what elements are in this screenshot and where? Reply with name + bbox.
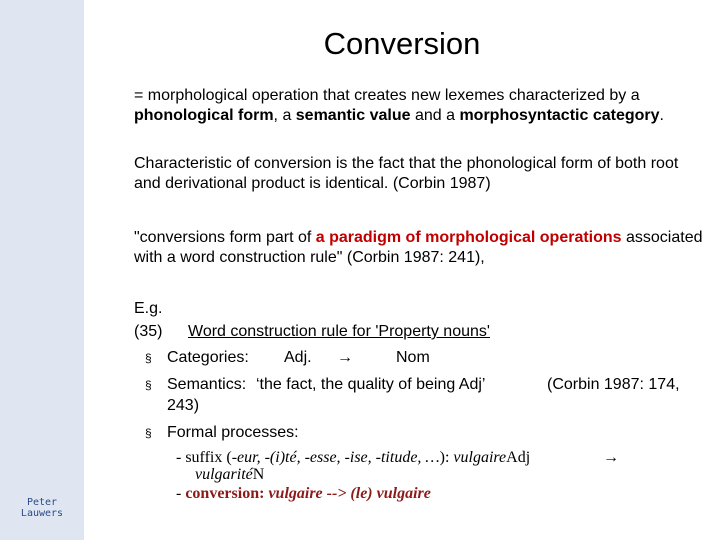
slide-title: Conversion xyxy=(323,26,481,61)
conversion-example: vulgaire --> (le) vulgaire xyxy=(264,485,431,502)
arrow-icon: → xyxy=(337,349,353,366)
semantics-reference-cont: 243) xyxy=(167,397,200,414)
definition-text-4: . xyxy=(659,107,664,124)
rule-title: Word construction rule for 'Property nouns' xyxy=(188,323,490,340)
term-phonological-form: phonological form xyxy=(134,107,274,124)
definition-paragraph xyxy=(134,86,704,126)
conversion-line xyxy=(176,484,431,503)
sidebar-band xyxy=(0,0,84,540)
bullet-formal: § xyxy=(145,426,152,440)
suffix-close: ): xyxy=(439,449,454,466)
conversion-label: conversion: xyxy=(185,485,265,502)
bullet-categories: § xyxy=(145,351,152,365)
suffix-prefix: - suffix ( xyxy=(176,449,232,466)
formal-label: Formal processes: xyxy=(167,424,299,441)
suffix-list: -eur, -(i)té, -esse, -ise, -titude, … xyxy=(231,449,440,466)
definition-text-2: , a xyxy=(273,107,296,124)
term-morphosyntactic-category: morphosyntactic category xyxy=(459,107,660,124)
quote-paragraph xyxy=(134,228,704,268)
author-first-name: Peter xyxy=(26,497,58,508)
characteristic-paragraph: Characteristic of conversion is the fact that the phonological form of both root and derivational product is identical. (Corbin 1987) xyxy=(134,155,679,192)
conversion-dash: - xyxy=(176,485,186,502)
definition-text-1: = morphological operation that creates new lexemes characterized by a xyxy=(134,87,640,104)
suffix-result: vulgarité xyxy=(195,466,253,483)
suffix-n: N xyxy=(252,466,265,483)
suffix-result-line xyxy=(195,465,264,484)
categories-label: Categories: xyxy=(167,349,249,366)
author-last-name: Lauwers xyxy=(20,508,64,519)
bullet-semantics: § xyxy=(145,378,152,392)
term-semantic-value: semantic value xyxy=(295,107,411,124)
suffix-arrow-icon: → xyxy=(603,449,619,466)
example-number: (35) xyxy=(134,323,163,340)
author-label xyxy=(0,497,84,519)
semantics-value: ‘the fact, the quality of being Adj’ xyxy=(256,376,486,393)
example-label: E.g. xyxy=(134,300,163,317)
categories-from: Adj. xyxy=(284,349,312,366)
quote-text-2: associated with a word construction rule" (Corbin 1987: 241), xyxy=(134,229,703,266)
semantics-reference: (Corbin 1987: 174, xyxy=(547,376,680,393)
categories-to: Nom xyxy=(396,349,430,366)
quote-highlight: a paradigm of morphological operations xyxy=(315,229,622,246)
suffix-word: vulgaire xyxy=(453,449,507,466)
definition-text-3: and a xyxy=(410,107,460,124)
semantics-label: Semantics: xyxy=(167,376,247,393)
quote-text-1: "conversions form part of xyxy=(134,229,316,246)
suffix-adj: Adj xyxy=(506,449,531,466)
